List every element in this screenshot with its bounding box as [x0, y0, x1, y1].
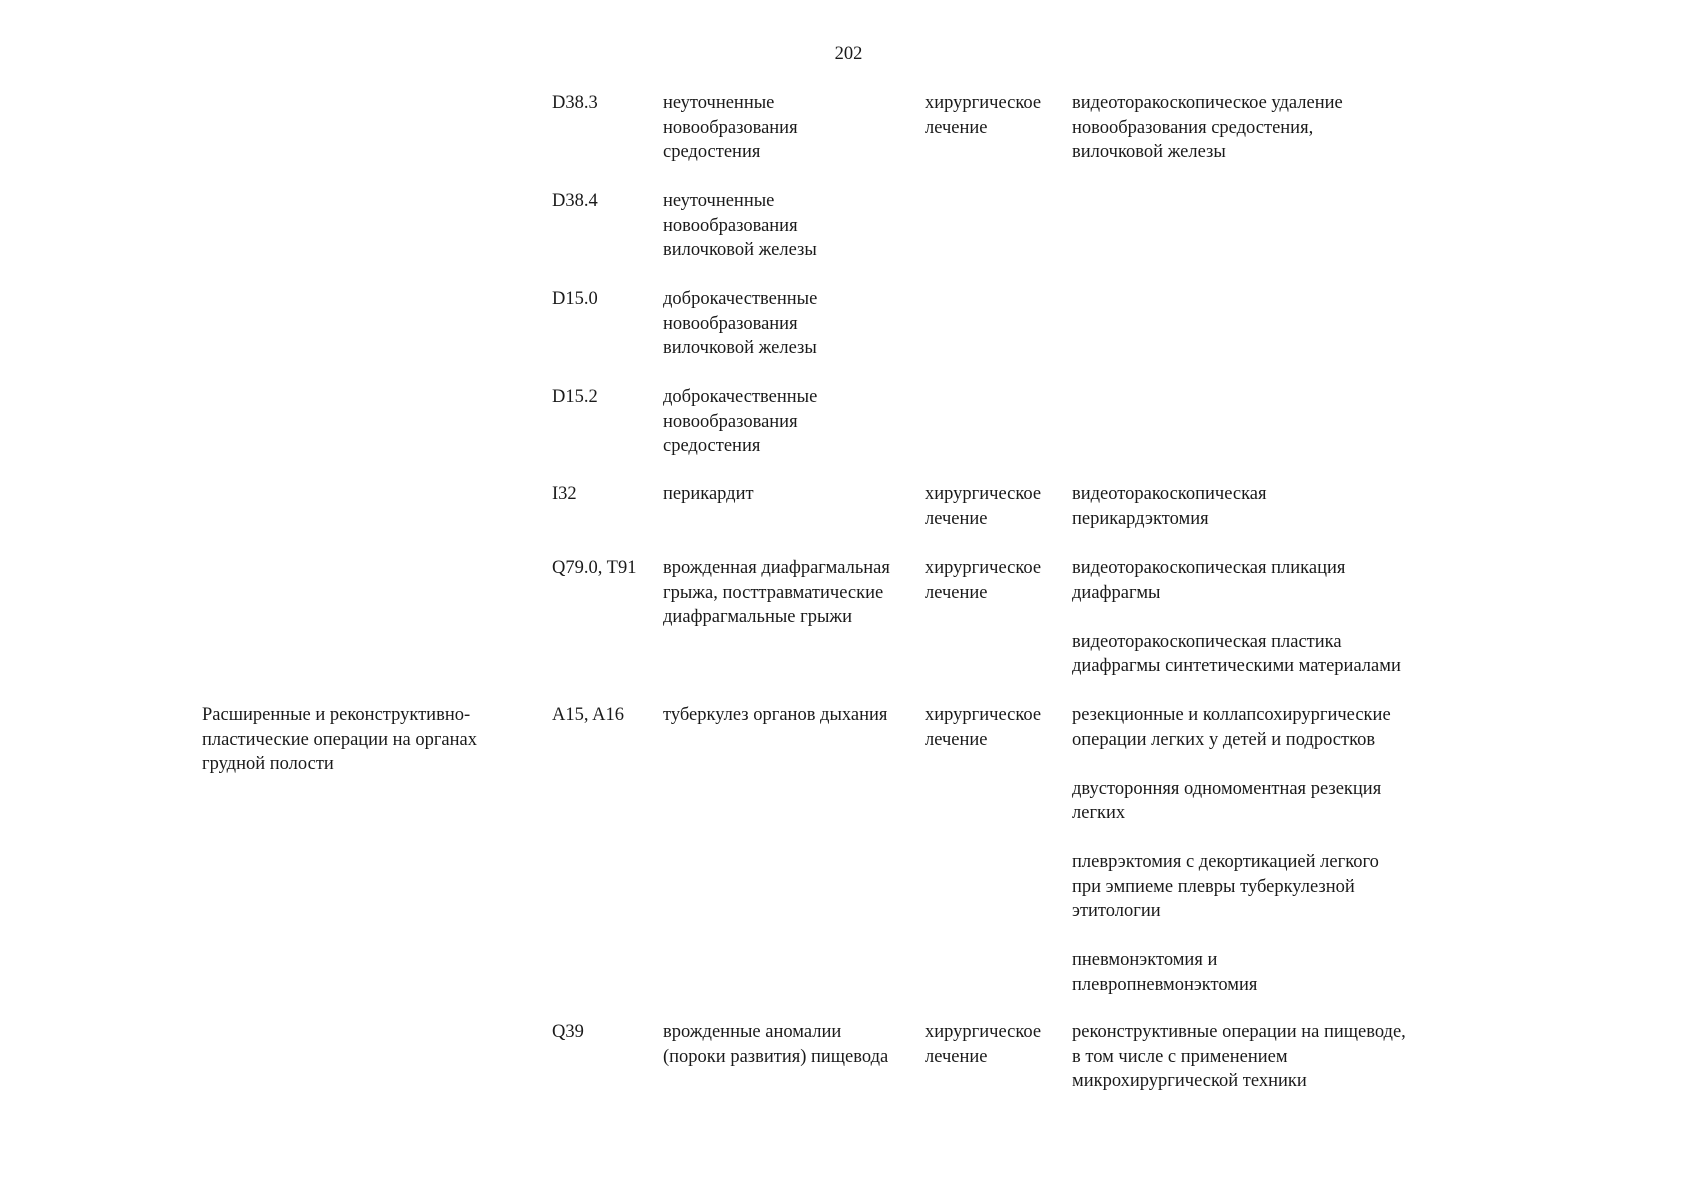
treatment-type-cell: хирургическое лечение	[925, 484, 1042, 529]
diagnosis-cell: доброкачественные новообразования вилочковой железы	[663, 289, 818, 358]
diagnosis-cell: доброкачественные новообразования средостения	[663, 387, 818, 456]
method-cell	[1072, 482, 1472, 531]
diagnosis-cell: туберкулез органов дыхания	[663, 705, 888, 725]
method-cell	[1072, 703, 1472, 997]
treatment-method: видеоторакоскопическая перикардэктомия	[1072, 484, 1267, 529]
diagnosis-cell: врожденная диафрагмальная грыжа, посттравматические диафрагмальные грыжи	[663, 558, 890, 627]
code-cell: D15.2	[552, 387, 598, 407]
treatment-method: видеоторакоскопическая пликация диафрагмы	[1072, 558, 1346, 603]
diagnosis-cell: перикардит	[663, 484, 754, 504]
diagnosis-cell: неуточненные новообразования средостения	[663, 93, 798, 162]
treatment-type-cell: хирургическое лечение	[925, 1022, 1042, 1067]
treatment-type-cell: хирургическое лечение	[925, 558, 1042, 603]
treatment-type-cell: хирургическое лечение	[925, 93, 1042, 138]
diagnosis-cell: врожденные аномалии (пороки развития) пищевода	[663, 1022, 889, 1067]
method-cell	[1072, 556, 1472, 679]
page-number: 202	[834, 44, 863, 64]
method-cell	[1072, 91, 1472, 165]
code-cell: Q79.0, T91	[552, 558, 637, 578]
code-cell: A15, A16	[552, 705, 624, 725]
treatment-method: видеоторакоскопическое удаление новообразования средостения, вилочковой железы	[1072, 93, 1343, 162]
code-cell: D15.0	[552, 289, 598, 309]
operation-group-cell: Расширенные и реконструктивно- пластические операции на органах грудной полости	[202, 705, 477, 774]
treatment-method: видеоторакоскопическая пластика диафрагмы синтетическими материалами	[1072, 631, 1401, 676]
treatment-method: реконструктивные операции на пищеводе, в том числе с применением микрохирургической техники	[1072, 1022, 1406, 1091]
diagnosis-cell: неуточненные новообразования вилочковой железы	[663, 191, 817, 260]
code-cell: I32	[552, 484, 577, 504]
code-cell: D38.3	[552, 93, 598, 113]
treatment-type-cell: хирургическое лечение	[925, 705, 1042, 750]
code-cell: Q39	[552, 1022, 584, 1042]
method-cell	[1072, 1020, 1472, 1094]
code-cell: D38.4	[552, 191, 598, 211]
treatment-method: резекционные и коллапсохирургические операции легких у детей и подростков	[1072, 705, 1391, 750]
treatment-method: пневмонэктомия и плевропневмонэктомия	[1072, 950, 1258, 995]
treatment-method: двусторонняя одномоментная резекция легких	[1072, 778, 1382, 823]
treatment-method: плеврэктомия с декортикацией легкого при эмпиеме плевры туберкулезной этитологии	[1072, 852, 1379, 921]
